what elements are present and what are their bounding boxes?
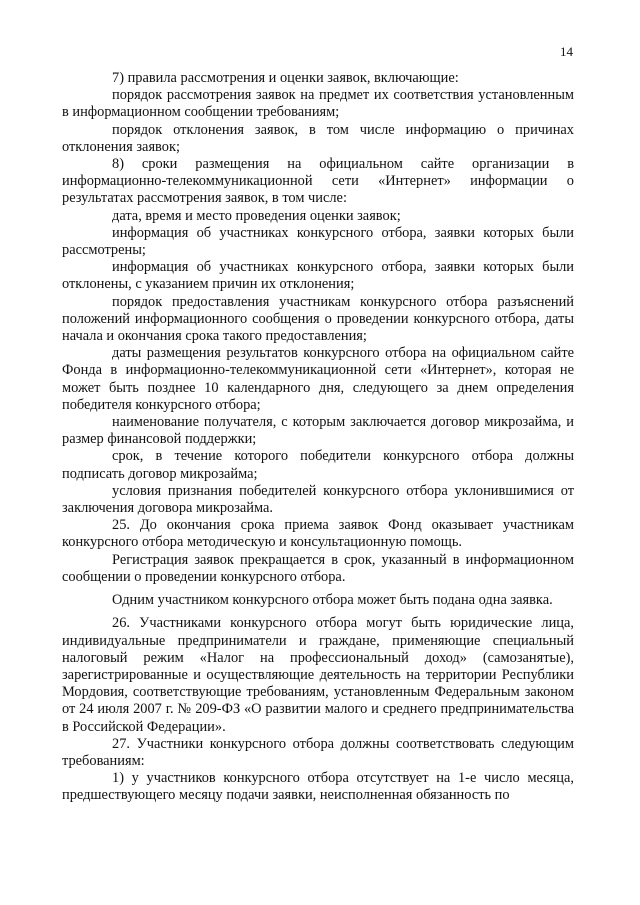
paragraph-clause-25: 25. До окончания срока приема заявок Фонд оказывает участникам конкурсного отбора методическую и консультационную помощь.	[62, 517, 574, 551]
paragraph-results-publication: даты размещения результатов конкурсного отбора на официальном сайте Фонда в информационно-телекоммуникационной сети «Интернет», которая не может быть позднее 10 календарного дня, следующего за днем определения победителя конкурсного отбора;	[62, 345, 574, 413]
paragraph-rejection-order: порядок отклонения заявок, в том числе информацию о причинах отклонения заявок;	[62, 121, 574, 155]
paragraph-requirement-1: 1) у участников конкурсного отбора отсутствует на 1-е число месяца, предшествующего месяцу подачи заявки, неисполненная обязанность по	[62, 770, 574, 804]
paragraph-rule-7: 7) правила рассмотрения и оценки заявок, включающие:	[112, 70, 459, 86]
paragraph-recipient-name: наименование получателя, с которым заключается договор микрозайма, и размер финансовой поддержки;	[62, 414, 574, 448]
paragraph-evaluation-date: дата, время и место проведения оценки заявок;	[112, 207, 401, 224]
paragraph-clause-26: 26. Участниками конкурсного отбора могут быть юридические лица, индивидуальные предприниматели и граждане, применяющие специальный налоговый режим «Налог на профессиональный доход» (самозанятые), зарегистрированные и осуществляющие деятельность на территории Республики Мордовия, соответствующие требованиям, установленным Федеральным законом от 24 июля 2007 г. № 209-ФЗ «О развитии малого и среднего предпринимательства в Российской Федерации».	[62, 615, 574, 735]
document-body	[62, 70, 574, 805]
paragraph-rejected-participants: информация об участниках конкурсного отбора, заявки которых были отклонены, с указанием причин их отклонения;	[62, 259, 574, 293]
page-number: 14	[560, 44, 573, 59]
paragraph-evasion-conditions: условия признания победителей конкурсного отбора уклонившимися от заключения договора микрозайма.	[62, 482, 574, 517]
paragraph-signing-term: срок, в течение которого победители конкурсного отбора должны подписать договор микрозайма;	[62, 448, 574, 482]
paragraph-reviewed-participants: информация об участниках конкурсного отбора, заявки которых были рассмотрены;	[62, 224, 574, 259]
paragraph-registration: Регистрация заявок прекращается в срок, указанный в информационном сообщении о проведении конкурсного отбора.	[62, 551, 574, 585]
paragraph-single-application: Одним участником конкурсного отбора может быть подана одна заявка.	[112, 592, 553, 609]
paragraph-review-order: порядок рассмотрения заявок на предмет их соответствия установленным в информационном сообщении требованиям;	[62, 87, 574, 121]
paragraph-rule-8: 8) сроки размещения на официальном сайте организации в информационно-телекоммуникационной сети «Интернет» информации о результатах рассмотрения заявок, в том числе:	[62, 156, 574, 207]
paragraph-clause-27: 27. Участники конкурсного отбора должны соответствовать следующим требованиям:	[62, 735, 574, 769]
paragraph-clarifications: порядок предоставления участникам конкурсного отбора разъяснений положений информационного сообщения о проведении конкурсного отбора, даты начала и окончания срока такого предоставления;	[62, 293, 574, 345]
